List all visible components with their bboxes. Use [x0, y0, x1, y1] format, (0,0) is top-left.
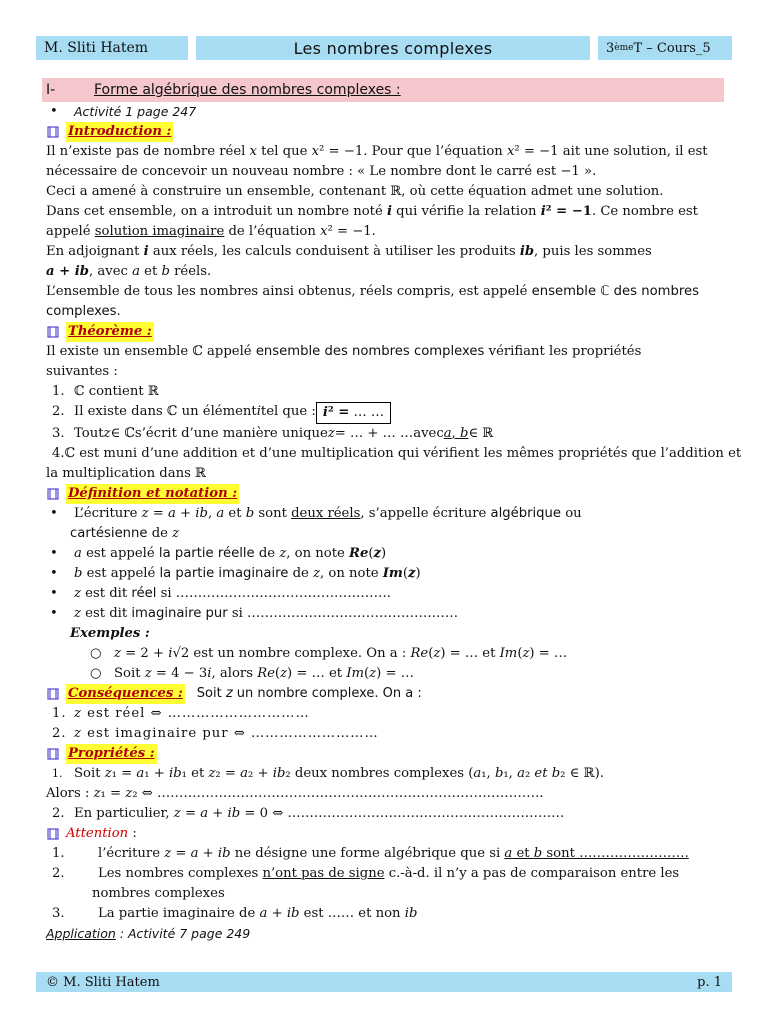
scroll-icon: [46, 747, 60, 761]
consequence-2: 2. z est imaginaire pur ⇔ ………………………: [52, 726, 379, 741]
section-heading: I- Forme algébrique des nombres complexes :: [42, 78, 724, 102]
header-title: Les nombres complexes: [196, 36, 590, 60]
def-bullet-1-cont: cartésienne de z: [70, 526, 180, 541]
intro-line-9: complexes.: [46, 304, 121, 319]
footer-copyright: © M. Sliti Hatem: [46, 974, 160, 990]
theorem-line-1: Il existe un ensemble ℂ appelé ensemble des nombres complexes vérifiant les propriétés: [46, 344, 642, 359]
header-author: M. Sliti Hatem: [36, 36, 188, 60]
theorem-item-3: 3. Tout z ∈ ℂ s’écrit d’une manière unique z = … + … … avec a, b ∈ ℝ: [52, 426, 494, 441]
def-bullet-5: • z est dit imaginaire pur si …………………………………………: [50, 606, 459, 621]
examples-heading: Exemples :: [70, 626, 150, 641]
attention-3: 3. La partie imaginaire de a + ib est …… et non ib: [52, 906, 418, 921]
consequences-heading: Conséquences : Soit z un nombre complexe. On a :: [46, 684, 734, 704]
property-2: 2. En particulier, z = a + ib = 0 ⇔ ………………………………………………………: [52, 806, 565, 821]
intro-line-6: En adjoignant i aux réels, les calculs conduisent à utiliser les produits ib, puis les sommes: [46, 244, 652, 259]
properties-heading: Propriétés :: [46, 744, 734, 764]
scroll-icon: [46, 125, 60, 139]
attention-2-cont: nombres complexes: [92, 886, 225, 901]
example-2: ○ Soit z = 4 − 3i, alors Re(z) = … et Im(z) = …: [90, 666, 414, 681]
theorem-heading: Théorème :: [46, 322, 734, 342]
page-content: [46, 78, 742, 945]
theorem-item-1: 1. ℂ contient ℝ: [52, 384, 159, 399]
property-1: 1. Soit z₁ = a₁ + ib₁ et z₂ = a₂ + ib₂ deux nombres complexes (a₁, b₁, a₂ et b₂ ∈ ℝ).: [52, 766, 604, 781]
def-bullet-4: • z est dit réel si ………………………………………….: [50, 586, 391, 601]
def-bullet-3: • b est appelé la partie imaginaire de z, on note Im(z): [50, 566, 421, 581]
def-bullet-2: • a est appelé la partie réelle de z, on note Re(z): [50, 546, 387, 561]
attention-1: 1. l’écriture z = a + ib ne désigne une forme algébrique que si a et b sont …………………….: [52, 846, 689, 861]
scroll-icon: [46, 487, 60, 501]
header-level: 3 ème T – Cours_5: [598, 36, 732, 60]
intro-line-4: Dans cet ensemble, on a introduit un nombre noté i qui vérifie la relation i² = −1. Ce nombre est: [46, 204, 698, 219]
activity-1: • Activité 1 page 247: [50, 104, 197, 119]
theorem-line-2: suivantes :: [46, 364, 118, 379]
page-number: p. 1: [697, 974, 722, 990]
intro-line-3: Ceci a amené à construire un ensemble, contenant ℝ, où cette équation admet une solution.: [46, 184, 664, 199]
attention-heading: Attention :: [46, 824, 734, 844]
intro-line-5: appelé solution imaginaire de l’équation x² = −1.: [46, 224, 376, 239]
intro-heading: Introduction :: [46, 122, 734, 142]
intro-line-8: L’ensemble de tous les nombres ainsi obtenus, réels compris, est appelé ensemble ℂ des nombres: [46, 284, 699, 299]
footer: [36, 972, 732, 992]
theorem-item-2: 2. Il existe dans ℂ un élément i tel que : i² = … …: [46, 402, 734, 424]
attention-2: 2. Les nombres complexes n’ont pas de signe c.-à-d. il n’y a pas de comparaison entre les: [52, 866, 680, 881]
scroll-icon: [46, 827, 60, 841]
example-1: ○ z = 2 + i√2 est un nombre complexe. On a : Re(z) = … et Im(z) = …: [90, 646, 568, 661]
def-bullet-1: • L’écriture z = a + ib, a et b sont deux réels, s’appelle écriture algébrique ou: [50, 506, 582, 521]
property-1-then: Alors : z₁ = z₂ ⇔ …………………………………………………………………………….: [46, 786, 544, 801]
consequence-1: 1. z est réel ⇔ …………………………: [52, 706, 310, 721]
intro-line-2: nécessaire de concevoir un nouveau nombre : « Le nombre dont le carré est −1 ».: [46, 164, 597, 179]
scroll-icon: [46, 687, 60, 701]
intro-line-1: Il n’existe pas de nombre réel x tel que x² = −1. Pour que l’équation x² = −1 ait une solution, il est: [46, 144, 708, 159]
theorem-item-4: 4. ℂ est muni d’une addition et d’une multiplication qui vérifient les mêmes propriétés que l’addition et: [52, 446, 742, 461]
definition-heading: Définition et notation :: [46, 484, 734, 504]
scroll-icon: [46, 325, 60, 339]
application: Application : Activité 7 page 249: [46, 926, 251, 941]
intro-line-7: a + ib, avec a et b réels.: [46, 264, 212, 279]
theorem-item-4-cont: la multiplication dans ℝ: [46, 466, 206, 481]
